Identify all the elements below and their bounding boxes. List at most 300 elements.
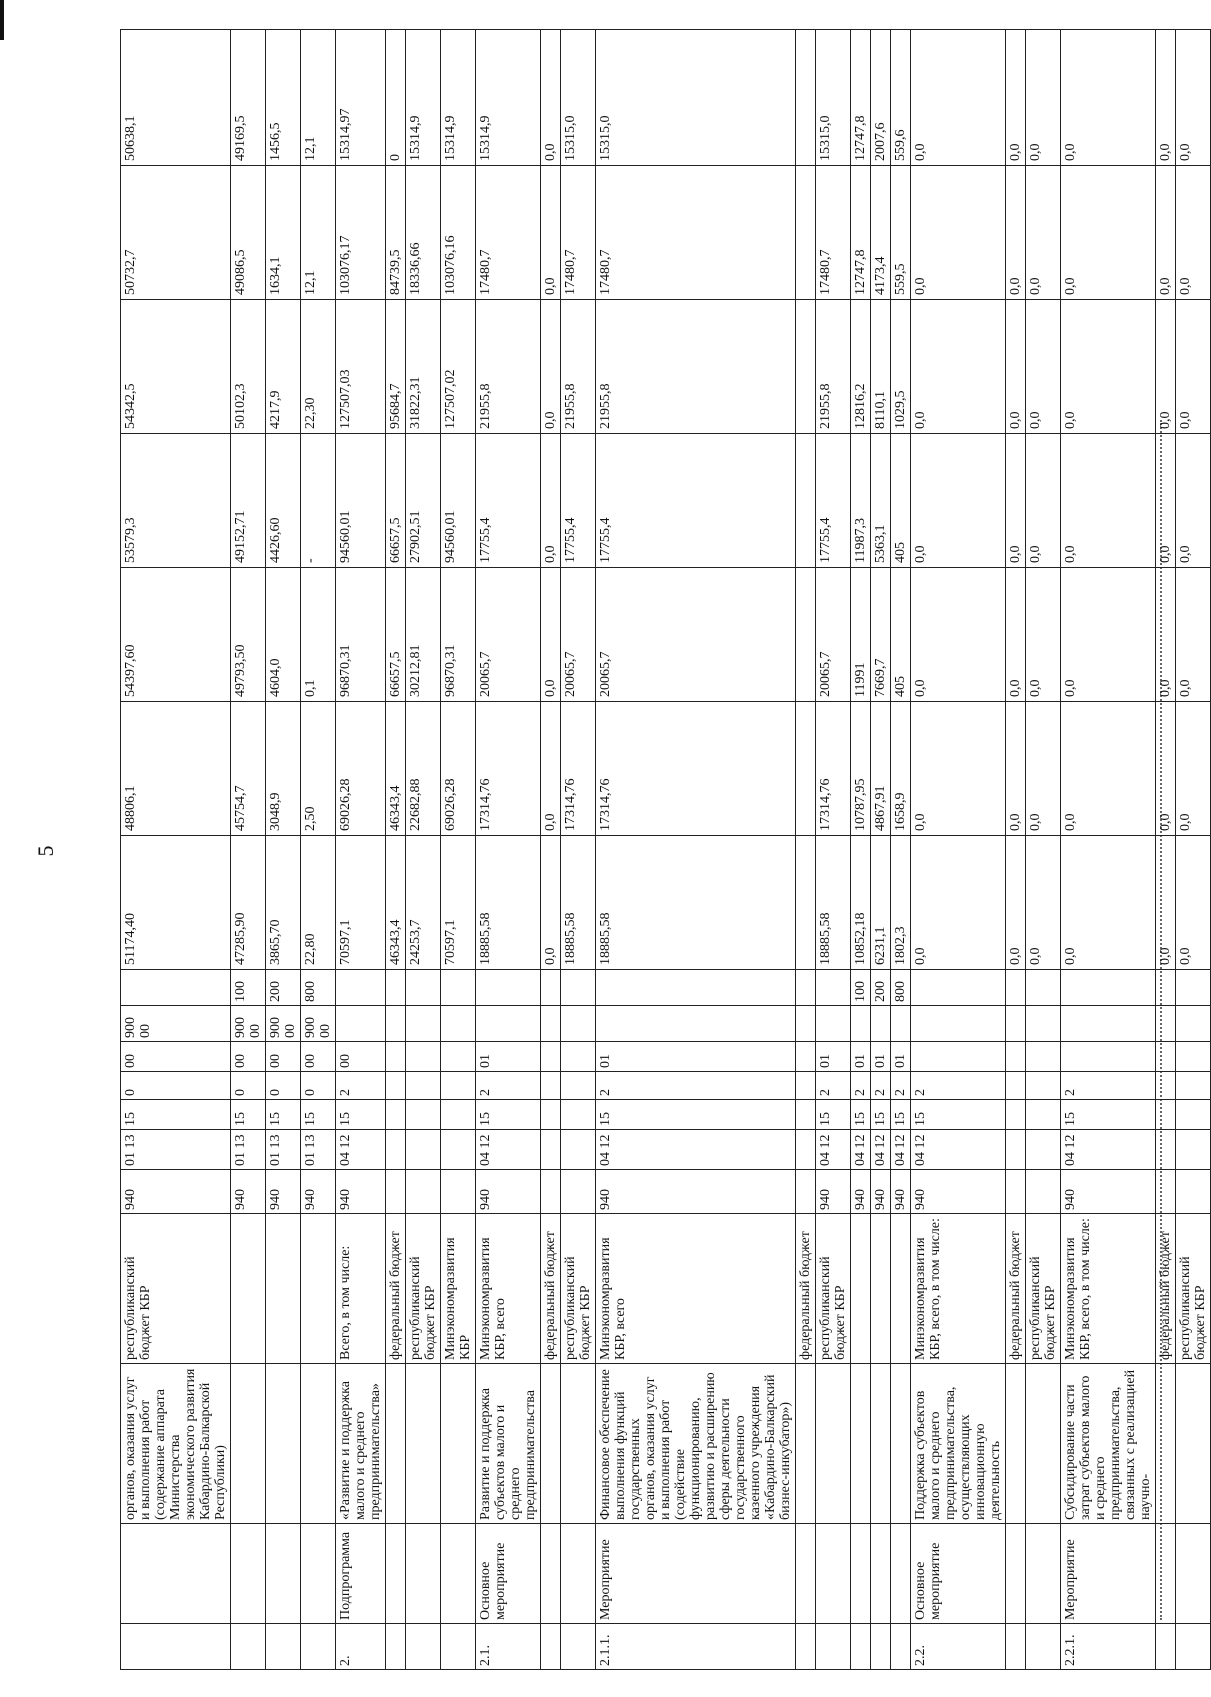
amount-cell: 12747,8 <box>851 30 871 166</box>
table-row <box>1026 30 1061 1670</box>
table-row <box>911 30 1006 1670</box>
expense-code-cell <box>561 1006 596 1042</box>
program-code-cell <box>796 1100 816 1130</box>
measure-name-cell <box>441 1364 476 1524</box>
section-code-cell: 04 12 <box>476 1130 541 1170</box>
amount-cell: 4173,4 <box>871 166 891 300</box>
section-code-cell: 04 12 <box>816 1130 851 1170</box>
amount-cell: 69026,28 <box>441 702 476 836</box>
measure-name-cell <box>796 1364 816 1524</box>
row-number-cell <box>1176 1624 1211 1670</box>
section-code-cell: 04 12 <box>851 1130 871 1170</box>
subprogram-code-cell <box>386 1072 406 1100</box>
expense-type-cell <box>441 970 476 1006</box>
expense-code-cell <box>796 1006 816 1042</box>
amount-cell: 3048,9 <box>266 702 301 836</box>
amount-cell: 21955,8 <box>476 300 541 434</box>
expense-type-cell <box>476 970 541 1006</box>
row-number-cell <box>1006 1624 1026 1670</box>
measure-type-cell <box>796 1524 816 1624</box>
section-code-cell: 01 13 <box>266 1130 301 1170</box>
expense-code-cell <box>871 1006 891 1042</box>
program-code-cell: 15 <box>891 1100 911 1130</box>
measure-code-cell: 00 <box>121 1042 231 1072</box>
expense-type-cell <box>541 970 561 1006</box>
row-number-cell <box>561 1624 596 1670</box>
section-code-cell: 04 12 <box>871 1130 891 1170</box>
amount-cell: 21955,8 <box>816 300 851 434</box>
executor-source-cell <box>851 1214 871 1364</box>
budget-table <box>120 29 1211 1670</box>
amount-cell <box>796 300 816 434</box>
amount-cell: 49169,5 <box>231 30 266 166</box>
amount-cell: 17480,7 <box>476 166 541 300</box>
table-row <box>231 30 266 1670</box>
amount-cell: 0,0 <box>1006 166 1026 300</box>
amount-cell: 0 <box>386 30 406 166</box>
table-row <box>596 30 796 1670</box>
amount-cell: 0,0 <box>1061 568 1156 702</box>
table-row <box>871 30 891 1670</box>
program-code-cell: 15 <box>336 1100 386 1130</box>
executor-source-cell: федеральный бюджет <box>386 1214 406 1364</box>
amount-cell: 20065,7 <box>561 568 596 702</box>
section-code-cell <box>1026 1130 1061 1170</box>
executor-source-cell: Минэкономразвития КБР, всего, в том числе: <box>911 1214 1006 1364</box>
grbs-code-cell: 940 <box>891 1170 911 1214</box>
expense-code-cell: 900 00 <box>301 1006 336 1042</box>
margin-mark <box>0 0 4 40</box>
grbs-code-cell <box>1156 1170 1176 1214</box>
executor-source-cell: федеральный бюджет <box>541 1214 561 1364</box>
table-row <box>301 30 336 1670</box>
measure-name-cell <box>1026 1364 1061 1524</box>
amount-cell: 51174,40 <box>121 836 231 970</box>
expense-type-cell: 800 <box>301 970 336 1006</box>
subprogram-code-cell: 2 <box>871 1072 891 1100</box>
executor-source-cell: федеральный бюджет <box>796 1214 816 1364</box>
measure-code-cell <box>1026 1042 1061 1072</box>
amount-cell: 18885,58 <box>596 836 796 970</box>
amount-cell: 4426,60 <box>266 434 301 568</box>
amount-cell <box>796 30 816 166</box>
measure-name-cell <box>541 1364 561 1524</box>
section-code-cell: 04 12 <box>891 1130 911 1170</box>
executor-source-cell: республиканский бюджет КБР <box>121 1214 231 1364</box>
expense-type-cell: 100 <box>851 970 871 1006</box>
program-code-cell: 15 <box>816 1100 851 1130</box>
amount-cell: 48806,1 <box>121 702 231 836</box>
measure-code-cell <box>1006 1042 1026 1072</box>
amount-cell: 0,0 <box>1006 434 1026 568</box>
grbs-code-cell <box>386 1170 406 1214</box>
grbs-code-cell <box>1176 1170 1211 1214</box>
amount-cell: 18885,58 <box>816 836 851 970</box>
measure-code-cell <box>386 1042 406 1072</box>
measure-code-cell <box>796 1042 816 1072</box>
expense-code-cell <box>1176 1006 1211 1042</box>
measure-name-cell: «Развитие и поддержка малого и среднего предпринимательства» <box>336 1364 386 1524</box>
subprogram-code-cell: 2 <box>476 1072 541 1100</box>
program-code-cell: 15 <box>911 1100 1006 1130</box>
amount-cell: 0,0 <box>1176 568 1211 702</box>
expense-type-cell <box>121 970 231 1006</box>
amount-cell: 559,6 <box>891 30 911 166</box>
amount-cell: 5363,1 <box>871 434 891 568</box>
row-number-cell <box>891 1624 911 1670</box>
amount-cell: 17314,76 <box>561 702 596 836</box>
measure-type-cell <box>121 1524 231 1624</box>
measure-code-cell: 00 <box>336 1042 386 1072</box>
measure-name-cell <box>561 1364 596 1524</box>
amount-cell: 0,0 <box>911 300 1006 434</box>
amount-cell: 27902,51 <box>406 434 441 568</box>
amount-cell: 15314,97 <box>336 30 386 166</box>
row-number-cell <box>231 1624 266 1670</box>
amount-cell: 30212,81 <box>406 568 441 702</box>
executor-source-cell: Минэкономразвития КБР, всего <box>476 1214 541 1364</box>
expense-type-cell <box>406 970 441 1006</box>
measure-type-cell <box>266 1524 301 1624</box>
amount-cell: 20065,7 <box>476 568 541 702</box>
measure-name-cell: Развитие и поддержка субъектов малого и среднего предпринимательства <box>476 1364 541 1524</box>
amount-cell: 15315,0 <box>596 30 796 166</box>
row-number-cell <box>541 1624 561 1670</box>
budget-table-body <box>121 30 1211 1670</box>
amount-cell: 15315,0 <box>816 30 851 166</box>
section-code-cell <box>541 1130 561 1170</box>
amount-cell: 66657,5 <box>386 434 406 568</box>
measure-name-cell <box>1156 1364 1176 1524</box>
section-code-cell <box>796 1130 816 1170</box>
amount-cell: 50638,1 <box>121 30 231 166</box>
measure-type-cell <box>231 1524 266 1624</box>
section-code-cell <box>441 1130 476 1170</box>
expense-type-cell <box>1061 970 1156 1006</box>
measure-name-cell <box>816 1364 851 1524</box>
table-row <box>1176 30 1211 1670</box>
expense-type-cell: 100 <box>231 970 266 1006</box>
measure-name-cell <box>871 1364 891 1524</box>
measure-code-cell <box>1176 1042 1211 1072</box>
program-code-cell <box>386 1100 406 1130</box>
expense-type-cell <box>561 970 596 1006</box>
amount-cell: 0,0 <box>1006 300 1026 434</box>
program-code-cell <box>441 1100 476 1130</box>
amount-cell: 0,0 <box>1176 166 1211 300</box>
amount-cell: - <box>301 434 336 568</box>
amount-cell: 0,1 <box>301 568 336 702</box>
amount-cell: 0,0 <box>541 300 561 434</box>
subprogram-code-cell <box>406 1072 441 1100</box>
amount-cell: 2,50 <box>301 702 336 836</box>
program-code-cell: 15 <box>476 1100 541 1130</box>
measure-type-cell: Мероприятие <box>1061 1524 1156 1624</box>
program-code-cell: 15 <box>1061 1100 1156 1130</box>
amount-cell: 95684,7 <box>386 300 406 434</box>
grbs-code-cell: 940 <box>871 1170 891 1214</box>
amount-cell: 103076,16 <box>441 166 476 300</box>
amount-cell: 1802,3 <box>891 836 911 970</box>
amount-cell <box>796 702 816 836</box>
expense-code-cell <box>1061 1006 1156 1042</box>
amount-cell: 103076,17 <box>336 166 386 300</box>
section-code-cell: 01 13 <box>121 1130 231 1170</box>
subprogram-code-cell <box>541 1072 561 1100</box>
measure-code-cell: 01 <box>596 1042 796 1072</box>
section-code-cell: 01 13 <box>301 1130 336 1170</box>
amount-cell: 66657,5 <box>386 568 406 702</box>
measure-name-cell <box>1176 1364 1211 1524</box>
amount-cell: 0,0 <box>1176 30 1211 166</box>
section-code-cell <box>1176 1130 1211 1170</box>
amount-cell <box>796 166 816 300</box>
amount-cell: 94560,01 <box>441 434 476 568</box>
section-code-cell <box>561 1130 596 1170</box>
measure-type-cell <box>1026 1524 1061 1624</box>
executor-source-cell <box>301 1214 336 1364</box>
program-code-cell: 15 <box>266 1100 301 1130</box>
row-number-cell <box>796 1624 816 1670</box>
subprogram-code-cell: 2 <box>816 1072 851 1100</box>
expense-code-cell: 900 00 <box>266 1006 301 1042</box>
amount-cell: 1029,5 <box>891 300 911 434</box>
section-code-cell: 04 12 <box>336 1130 386 1170</box>
program-code-cell <box>541 1100 561 1130</box>
measure-name-cell <box>266 1364 301 1524</box>
expense-type-cell: 200 <box>871 970 891 1006</box>
amount-cell: 559,5 <box>891 166 911 300</box>
amount-cell: 0,0 <box>1156 30 1176 166</box>
amount-cell: 0,0 <box>1156 166 1176 300</box>
budget-table-container <box>120 30 1208 1670</box>
measure-name-cell: Финансовое обеспечение выполнения функций государственных органов, оказания услуг и выполнения работ (содействие функционированию, развитию и расширению сферы деятельности государственного казенного учреждения «Кабардино-Балкарский бизнес-инкубатор») <box>596 1364 796 1524</box>
amount-cell: 49086,5 <box>231 166 266 300</box>
program-code-cell <box>561 1100 596 1130</box>
table-row <box>121 30 231 1670</box>
amount-cell: 0,0 <box>1176 702 1211 836</box>
section-code-cell: 01 13 <box>231 1130 266 1170</box>
grbs-code-cell: 940 <box>121 1170 231 1214</box>
measure-type-cell <box>871 1524 891 1624</box>
amount-cell: 22682,88 <box>406 702 441 836</box>
section-code-cell <box>1156 1130 1176 1170</box>
amount-cell: 18336,66 <box>406 166 441 300</box>
executor-source-cell <box>266 1214 301 1364</box>
amount-cell: 10787,95 <box>851 702 871 836</box>
amount-cell: 18885,58 <box>561 836 596 970</box>
section-code-cell: 04 12 <box>1061 1130 1156 1170</box>
expense-code-cell <box>336 1006 386 1042</box>
measure-type-cell: Подпрограмма <box>336 1524 386 1624</box>
row-number-cell <box>386 1624 406 1670</box>
measure-code-cell <box>911 1042 1006 1072</box>
amount-cell: 0,0 <box>911 702 1006 836</box>
expense-code-cell <box>911 1006 1006 1042</box>
table-row <box>441 30 476 1670</box>
amount-cell: 0,0 <box>1006 836 1026 970</box>
executor-source-cell: Всего, в том числе: <box>336 1214 386 1364</box>
expense-type-cell <box>1026 970 1061 1006</box>
amount-cell: 3865,70 <box>266 836 301 970</box>
expense-code-cell <box>1156 1006 1176 1042</box>
measure-type-cell <box>561 1524 596 1624</box>
measure-name-cell <box>406 1364 441 1524</box>
expense-type-cell <box>796 970 816 1006</box>
expense-type-cell: 800 <box>891 970 911 1006</box>
executor-source-cell: республиканский бюджет КБР <box>1176 1214 1211 1364</box>
section-code-cell <box>386 1130 406 1170</box>
table-row <box>816 30 851 1670</box>
amount-cell: 4604,0 <box>266 568 301 702</box>
amount-cell: 10852,18 <box>851 836 871 970</box>
amount-cell: 0,0 <box>911 836 1006 970</box>
subprogram-code-cell: 2 <box>851 1072 871 1100</box>
program-code-cell: 15 <box>871 1100 891 1130</box>
subprogram-code-cell: 0 <box>231 1072 266 1100</box>
amount-cell: 0,0 <box>911 434 1006 568</box>
row-number-cell <box>816 1624 851 1670</box>
measure-type-cell: Основное мероприятие <box>476 1524 541 1624</box>
amount-cell: 2007,6 <box>871 30 891 166</box>
amount-cell: 12,1 <box>301 166 336 300</box>
amount-cell: 12747,8 <box>851 166 871 300</box>
expense-code-cell <box>441 1006 476 1042</box>
amount-cell: 0,0 <box>1006 568 1026 702</box>
amount-cell: 8110,1 <box>871 300 891 434</box>
table-row <box>796 30 816 1670</box>
amount-cell: 127507,03 <box>336 300 386 434</box>
measure-code-cell <box>441 1042 476 1072</box>
amount-cell: 31822,31 <box>406 300 441 434</box>
row-number-cell: 2.1.1. <box>596 1624 796 1670</box>
measure-code-cell: 01 <box>871 1042 891 1072</box>
amount-cell: 0,0 <box>1026 30 1061 166</box>
amount-cell: 0,0 <box>1176 836 1211 970</box>
section-code-cell: 04 12 <box>911 1130 1006 1170</box>
amount-cell: 7669,7 <box>871 568 891 702</box>
grbs-code-cell: 940 <box>851 1170 871 1214</box>
measure-type-cell <box>541 1524 561 1624</box>
measure-type-cell <box>1176 1524 1211 1624</box>
subprogram-code-cell <box>796 1072 816 1100</box>
measure-type-cell <box>851 1524 871 1624</box>
grbs-code-cell <box>1006 1170 1026 1214</box>
subprogram-code-cell: 2 <box>911 1072 1006 1100</box>
expense-code-cell <box>1006 1006 1026 1042</box>
subprogram-code-cell <box>561 1072 596 1100</box>
amount-cell: 17755,4 <box>596 434 796 568</box>
amount-cell: 17480,7 <box>561 166 596 300</box>
row-number-cell <box>266 1624 301 1670</box>
expense-code-cell <box>1026 1006 1061 1042</box>
measure-code-cell: 01 <box>851 1042 871 1072</box>
amount-cell: 0,0 <box>1006 702 1026 836</box>
measure-name-cell <box>1006 1364 1026 1524</box>
executor-source-cell <box>871 1214 891 1364</box>
expense-code-cell: 900 00 <box>121 1006 231 1042</box>
rotated-page <box>120 30 1208 1670</box>
amount-cell: 21955,8 <box>596 300 796 434</box>
amount-cell: 17755,4 <box>816 434 851 568</box>
amount-cell: 0,0 <box>541 568 561 702</box>
grbs-code-cell <box>541 1170 561 1214</box>
amount-cell: 1658,9 <box>891 702 911 836</box>
expense-type-cell: 200 <box>266 970 301 1006</box>
row-number-cell: 2.2.1. <box>1061 1624 1156 1670</box>
program-code-cell <box>1026 1100 1061 1130</box>
measure-type-cell <box>301 1524 336 1624</box>
expense-code-cell <box>406 1006 441 1042</box>
amount-cell: 0,0 <box>1026 568 1061 702</box>
amount-cell: 20065,7 <box>596 568 796 702</box>
amount-cell: 4217,9 <box>266 300 301 434</box>
expense-type-cell <box>596 970 796 1006</box>
amount-cell: 11991 <box>851 568 871 702</box>
grbs-code-cell: 940 <box>911 1170 1006 1214</box>
subprogram-code-cell <box>1026 1072 1061 1100</box>
amount-cell: 17314,76 <box>596 702 796 836</box>
measure-type-cell <box>386 1524 406 1624</box>
measure-type-cell <box>406 1524 441 1624</box>
subprogram-code-cell: 2 <box>891 1072 911 1100</box>
amount-cell: 405 <box>891 434 911 568</box>
amount-cell: 0,0 <box>1156 836 1176 970</box>
table-row <box>1006 30 1026 1670</box>
subprogram-code-cell: 0 <box>266 1072 301 1100</box>
measure-code-cell: 01 <box>476 1042 541 1072</box>
executor-source-cell: республиканский бюджет КБР <box>561 1214 596 1364</box>
measure-type-cell <box>441 1524 476 1624</box>
amount-cell: 0,0 <box>1156 702 1176 836</box>
amount-cell: 1456,5 <box>266 30 301 166</box>
row-number-cell <box>851 1624 871 1670</box>
table-row <box>476 30 541 1670</box>
program-code-cell <box>1006 1100 1026 1130</box>
amount-cell: 0,0 <box>541 434 561 568</box>
measure-type-cell: Мероприятие <box>596 1524 796 1624</box>
program-code-cell: 15 <box>231 1100 266 1130</box>
table-row <box>266 30 301 1670</box>
grbs-code-cell: 940 <box>1061 1170 1156 1214</box>
amount-cell: 21955,8 <box>561 300 596 434</box>
amount-cell: 4867,91 <box>871 702 891 836</box>
measure-type-cell <box>891 1524 911 1624</box>
executor-source-cell <box>231 1214 266 1364</box>
measure-name-cell <box>231 1364 266 1524</box>
executor-source-cell: республиканский бюджет КБР <box>816 1214 851 1364</box>
measure-code-cell <box>1061 1042 1156 1072</box>
table-row <box>386 30 406 1670</box>
amount-cell: 70597,1 <box>336 836 386 970</box>
row-number-cell <box>121 1624 231 1670</box>
amount-cell: 405 <box>891 568 911 702</box>
table-row <box>561 30 596 1670</box>
measure-type-cell: Основное мероприятие <box>911 1524 1006 1624</box>
grbs-code-cell: 940 <box>301 1170 336 1214</box>
amount-cell: 96870,31 <box>441 568 476 702</box>
amount-cell: 84739,5 <box>386 166 406 300</box>
measure-name-cell: органов, оказания услуг и выполнения работ (содержание аппарата Министерства экономического развития Кабардино-Балкарской Республики) <box>121 1364 231 1524</box>
executor-source-cell <box>891 1214 911 1364</box>
subprogram-code-cell: 0 <box>301 1072 336 1100</box>
executor-source-cell: республиканский бюджет КБР <box>406 1214 441 1364</box>
amount-cell: 24253,7 <box>406 836 441 970</box>
measure-code-cell: 01 <box>891 1042 911 1072</box>
amount-cell: 1634,1 <box>266 166 301 300</box>
expense-type-cell <box>816 970 851 1006</box>
amount-cell: 0,0 <box>1026 300 1061 434</box>
